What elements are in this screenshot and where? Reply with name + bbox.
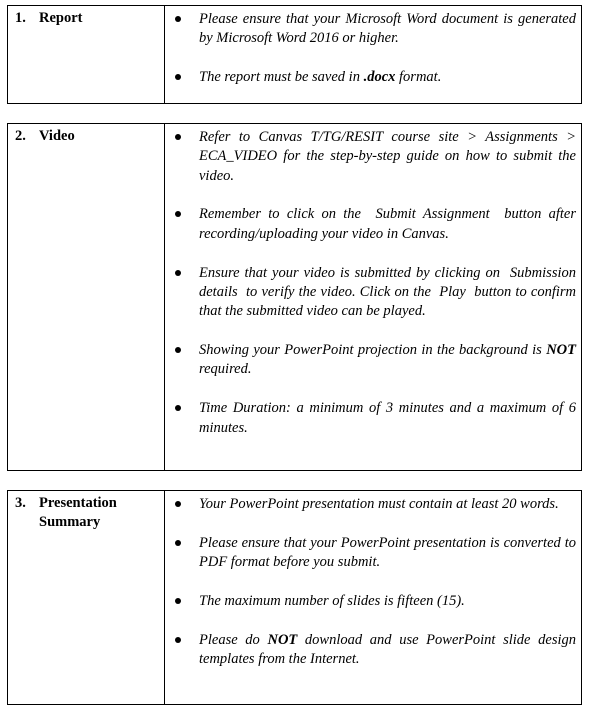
item-text: Please do bbox=[199, 631, 268, 648]
bullet-icon bbox=[175, 74, 181, 80]
list-item bbox=[165, 68, 576, 87]
item-text: The maximum number of slides is fifteen (15). bbox=[199, 593, 465, 610]
section-content bbox=[165, 6, 581, 103]
list-item bbox=[165, 534, 576, 573]
section-content bbox=[165, 491, 581, 704]
list-item bbox=[165, 399, 576, 438]
bullet-icon bbox=[175, 405, 181, 411]
bullet-icon bbox=[175, 598, 181, 604]
section-title: Presentation Summary bbox=[39, 495, 117, 530]
section-report bbox=[7, 5, 582, 104]
bullet-icon bbox=[175, 347, 181, 353]
section-presentation-summary bbox=[7, 490, 582, 705]
item-text: Please ensure that your Microsoft Word document is generated by Microsoft Word 2016 or higher. bbox=[199, 11, 576, 47]
list-item bbox=[165, 128, 576, 186]
list-item bbox=[165, 631, 576, 670]
bullet-icon bbox=[175, 16, 181, 22]
list-item bbox=[165, 341, 576, 380]
item-text: download and use PowerPoint slide design templates from the Internet. bbox=[199, 631, 576, 668]
list-item bbox=[165, 10, 576, 49]
section-number: 1. bbox=[15, 10, 26, 26]
bullet-icon bbox=[175, 270, 181, 276]
section-header bbox=[8, 491, 165, 704]
bullet-list bbox=[165, 10, 576, 87]
bullet-icon bbox=[175, 540, 181, 546]
bullet-icon bbox=[175, 211, 181, 217]
item-text: The report must be saved in bbox=[199, 69, 364, 86]
item-emphasis: .docx bbox=[363, 69, 396, 86]
list-item bbox=[165, 495, 576, 514]
list-item bbox=[165, 592, 576, 611]
item-text: Refer to Canvas T/TG/RESIT course site > Assignments > ECA_VIDEO for the step-by-step guide on how to submit the video. bbox=[199, 129, 576, 184]
item-text: Remember to click on the Submit Assignment button after recording/uploading your video in Canvas. bbox=[199, 206, 576, 242]
item-emphasis: NOT bbox=[267, 631, 298, 648]
section-title: Report bbox=[39, 10, 83, 26]
section-content bbox=[165, 124, 581, 470]
bullet-icon bbox=[175, 501, 181, 507]
item-text: required. bbox=[199, 361, 252, 378]
section-video bbox=[7, 123, 582, 471]
item-emphasis: NOT bbox=[546, 342, 576, 359]
list-item bbox=[165, 264, 576, 322]
bullet-icon bbox=[175, 134, 181, 140]
section-number: 3. bbox=[15, 495, 26, 511]
item-text: Please ensure that your PowerPoint presentation is converted to PDF format before you submit. bbox=[199, 534, 576, 571]
bullet-icon bbox=[175, 637, 181, 643]
section-header bbox=[8, 6, 165, 103]
item-text: Ensure that your video is submitted by clicking on Submission details to verify the video. Click on the Play button to confirm that the submitted video can be played. bbox=[199, 264, 576, 320]
list-item bbox=[165, 205, 576, 244]
item-text: Time Duration: a minimum of 3 minutes and a maximum of 6 minutes. bbox=[199, 400, 576, 436]
item-text: Showing your PowerPoint projection in the background is bbox=[199, 342, 547, 359]
section-title: Video bbox=[39, 128, 75, 144]
item-text: format. bbox=[395, 69, 442, 86]
bullet-list bbox=[165, 495, 576, 670]
section-number: 2. bbox=[15, 128, 26, 144]
bullet-list bbox=[165, 128, 576, 438]
section-header bbox=[8, 124, 165, 470]
item-text: Your PowerPoint presentation must contain at least 20 words. bbox=[199, 496, 559, 512]
